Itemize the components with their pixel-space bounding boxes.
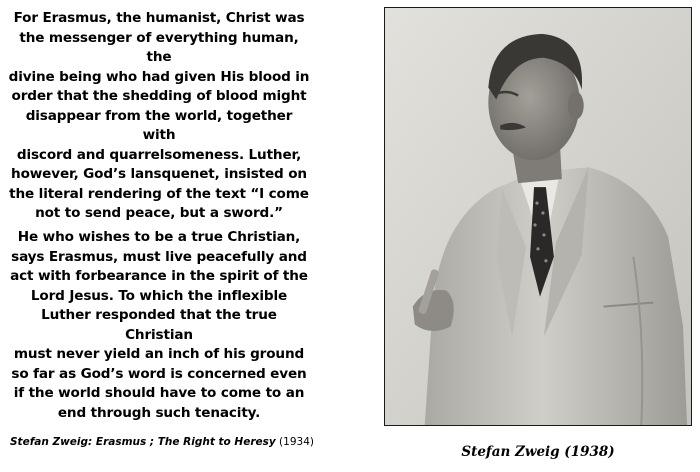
portrait-illustration bbox=[385, 8, 691, 425]
quote-line: not to send peace, but a sword.” bbox=[35, 205, 283, 221]
quote-line: For Erasmus, the humanist, Christ was bbox=[13, 10, 305, 26]
quote-line: act with forbearance in the spirit of the bbox=[10, 268, 308, 284]
quote-line: however, God’s lansquenet, insisted on bbox=[11, 166, 307, 182]
quote-paragraph-2 bbox=[8, 228, 310, 423]
quote-line: discord and quarrelsomeness. Luther, bbox=[16, 146, 302, 163]
photo-caption: Stefan Zweig (1938) bbox=[461, 444, 615, 460]
quote-line: Lord Jesus. To which the inflexible bbox=[30, 287, 288, 304]
portrait-photo bbox=[384, 7, 692, 426]
quote-line: Luther responded that the true Christian bbox=[41, 307, 277, 343]
quote-line: the literal rendering of the text “I come bbox=[9, 185, 309, 202]
quote-line: end through such tenacity. bbox=[57, 404, 261, 421]
quote-line: divine being who had given His blood in bbox=[8, 68, 310, 85]
quote-line: must never yield an inch of his ground bbox=[13, 346, 305, 362]
quote-paragraph-1 bbox=[8, 9, 310, 224]
quote-line: so far as God’s word is concerned even bbox=[11, 365, 307, 382]
quote-line: order that the shedding of blood might bbox=[11, 88, 307, 104]
source-attribution bbox=[10, 436, 314, 448]
quote-line: if the world should have to come to an bbox=[13, 385, 305, 401]
quote-line: the messenger of everything human, the bbox=[19, 29, 299, 65]
quote-line: says Erasmus, must live peacefully and bbox=[11, 248, 307, 265]
source-year: (1934) bbox=[275, 436, 314, 448]
quote-line: disappear from the world, together with bbox=[25, 107, 293, 143]
quote-line: He who wishes to be a true Christian, bbox=[17, 229, 301, 245]
source-title: Stefan Zweig: Erasmus ; The Right to Heresy bbox=[10, 436, 276, 448]
